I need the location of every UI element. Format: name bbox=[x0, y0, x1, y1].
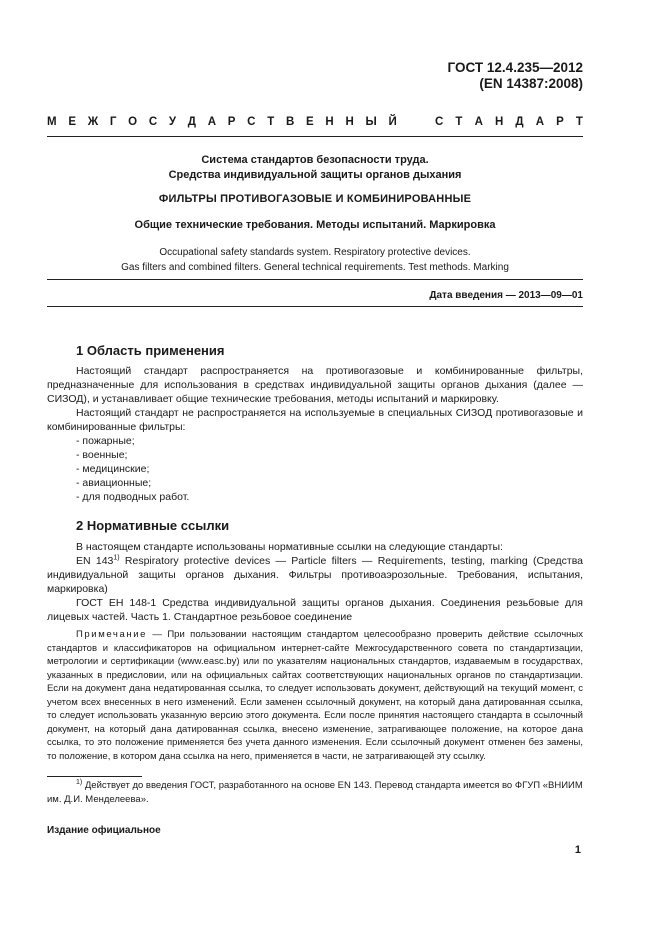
banner-letter: Т bbox=[455, 116, 463, 128]
banner-letter: М bbox=[47, 116, 57, 128]
banner-letter: Е bbox=[306, 116, 314, 128]
section-1-heading: 1 Область применения bbox=[76, 343, 225, 358]
system-title-line1: Система стандартов безопасности труда. bbox=[201, 154, 429, 166]
banner-letter: У bbox=[168, 116, 177, 128]
banner-letter: Н bbox=[325, 116, 334, 128]
english-title bbox=[47, 245, 583, 275]
list-item: - авиационные; bbox=[76, 477, 152, 489]
banner-letter: Т bbox=[267, 116, 275, 128]
standard-code-en: (EN 14387:2008) bbox=[479, 76, 583, 91]
note-text: — При пользовании настоящим стандартом целесообразно проверить действие ссылочных стандартов и классификаторов на официальном интернет-сайте Межгосударственного совета по стандартизации, метрологии и сертификации (www.easc.by) или по указателям национальных стандартов, издаваемым в государствах, указанных в предисловии, или на официальных сайтах соответствующих национальных органов по стандартизации. Если на документ дана недатированная ссылка, то следует использовать документ, действующий на текущий момент, с учетом всех внесенных в него изменений. Если заменен ссылочный документ, на который дана датированная ссылка, то следует использовать указанную версию этого документа. Если после принятия настоящего стандарта в ссылочный документ, на который дана датированная ссылка, внесено изменение, затрагивающее положение, на которое дана ссылка, то это положение применяется без учета данного изменения. Если ссылочный документ отменен без замены, то положение, в котором дана ссылка на него, применяется в части, не затрагивающей эту ссылку. bbox=[47, 629, 583, 762]
reference-en-143-code: EN 143 bbox=[76, 555, 114, 567]
banner-letter: Д bbox=[187, 116, 196, 128]
banner-letter: Ж bbox=[87, 116, 99, 128]
note-label: Примечание bbox=[76, 629, 147, 640]
english-title-line1: Occupational safety standards system. Respiratory protective devices. bbox=[159, 247, 471, 258]
banner-letter: О bbox=[128, 116, 138, 128]
banner-letter: А bbox=[207, 116, 217, 128]
banner-letter: Т bbox=[575, 116, 583, 128]
banner-letter: А bbox=[474, 116, 483, 128]
standard-code bbox=[448, 60, 583, 92]
banner-letter: В bbox=[285, 116, 295, 128]
footnote-text: Действует до введения ГОСТ, разработанного на основе EN 143. Перевод стандарта имеется во ФГУП «ВНИИМ им. Д.И. Менделеева». bbox=[47, 780, 583, 805]
list-item: - медицинские; bbox=[76, 463, 150, 475]
section-2-paragraph-1: В настоящем стандарте использованы нормативные ссылки на следующие стандарты: bbox=[76, 541, 503, 553]
list-item: - для подводных работ. bbox=[76, 491, 190, 503]
banner-letter: Д bbox=[515, 116, 524, 128]
banner-letter: С bbox=[247, 116, 256, 128]
banner-word-interstate bbox=[47, 116, 397, 128]
system-title bbox=[47, 153, 583, 183]
footnote-marker: 1) bbox=[113, 554, 120, 562]
banner-letter: С bbox=[148, 116, 158, 128]
note bbox=[47, 628, 583, 763]
banner-letter: Е bbox=[68, 116, 76, 128]
footnote-divider bbox=[47, 776, 142, 777]
banner-letter: С bbox=[435, 116, 444, 128]
banner-letter: Г bbox=[109, 116, 117, 128]
section-1-paragraph-2: Настоящий стандарт не распространяется на используемые в специальных СИЗОД противогазовые и комбинированные фильтры: bbox=[47, 407, 583, 433]
reference-en-143 bbox=[47, 554, 583, 596]
banner-letter: Й bbox=[388, 116, 397, 128]
banner-letter: А bbox=[535, 116, 545, 128]
banner-letter: Р bbox=[227, 116, 236, 128]
english-title-line2: Gas filters and combined filters. General technical requirements. Test methods. Marking bbox=[121, 262, 509, 273]
interstate-standard-banner bbox=[47, 116, 583, 128]
list-item: - пожарные; bbox=[76, 435, 135, 447]
list-item: - военные; bbox=[76, 449, 128, 461]
subtitle: Общие технические требования. Методы испытаний. Маркировка bbox=[134, 219, 496, 231]
section-1-paragraph-1: Настоящий стандарт распространяется на противогазовые и комбинированные фильтры, предназначенные для использования в средствах индивидуальной защиты органов дыхания (далее — СИЗОД), и устанавливает общие технические требования, методы испытаний и маркировку. bbox=[47, 365, 583, 405]
banner-divider bbox=[47, 136, 583, 137]
date-divider bbox=[47, 306, 583, 307]
title-divider bbox=[47, 279, 583, 280]
banner-letter: Н bbox=[494, 116, 504, 128]
reference-en-143-text: Respiratory protective devices — Particle filters — Requirements, testing, marking (Средства индивидуальной защиты органов дыхания. Фильтры противоаэрозольные. Требования, испытания, маркировка) bbox=[47, 555, 583, 595]
footnote-number: 1) bbox=[76, 778, 83, 786]
reference-gost-en-148-1: ГОСТ ЕН 148-1 Средства индивидуальной защиты органов дыхания. Соединения резьбовые для лицевых частей. Часть 1. Стандартное резьбовое соединение bbox=[47, 597, 583, 623]
banner-letter: Н bbox=[345, 116, 354, 128]
banner-letter: Ы bbox=[365, 116, 377, 128]
banner-word-standard bbox=[435, 116, 583, 128]
introduction-date: Дата введения — 2013—09—01 bbox=[429, 290, 583, 301]
system-title-line2: Средства индивидуальной защиты органов дыхания bbox=[168, 169, 462, 181]
main-title: ФИЛЬТРЫ ПРОТИВОГАЗОВЫЕ И КОМБИНИРОВАННЫЕ bbox=[158, 193, 472, 205]
footnote bbox=[47, 779, 583, 806]
banner-letter: Р bbox=[556, 116, 564, 128]
section-2-heading: 2 Нормативные ссылки bbox=[76, 518, 230, 533]
standard-code-gost: ГОСТ 12.4.235—2012 bbox=[447, 60, 583, 75]
page-number: 1 bbox=[574, 844, 581, 856]
official-edition-label: Издание официальное bbox=[47, 825, 161, 836]
